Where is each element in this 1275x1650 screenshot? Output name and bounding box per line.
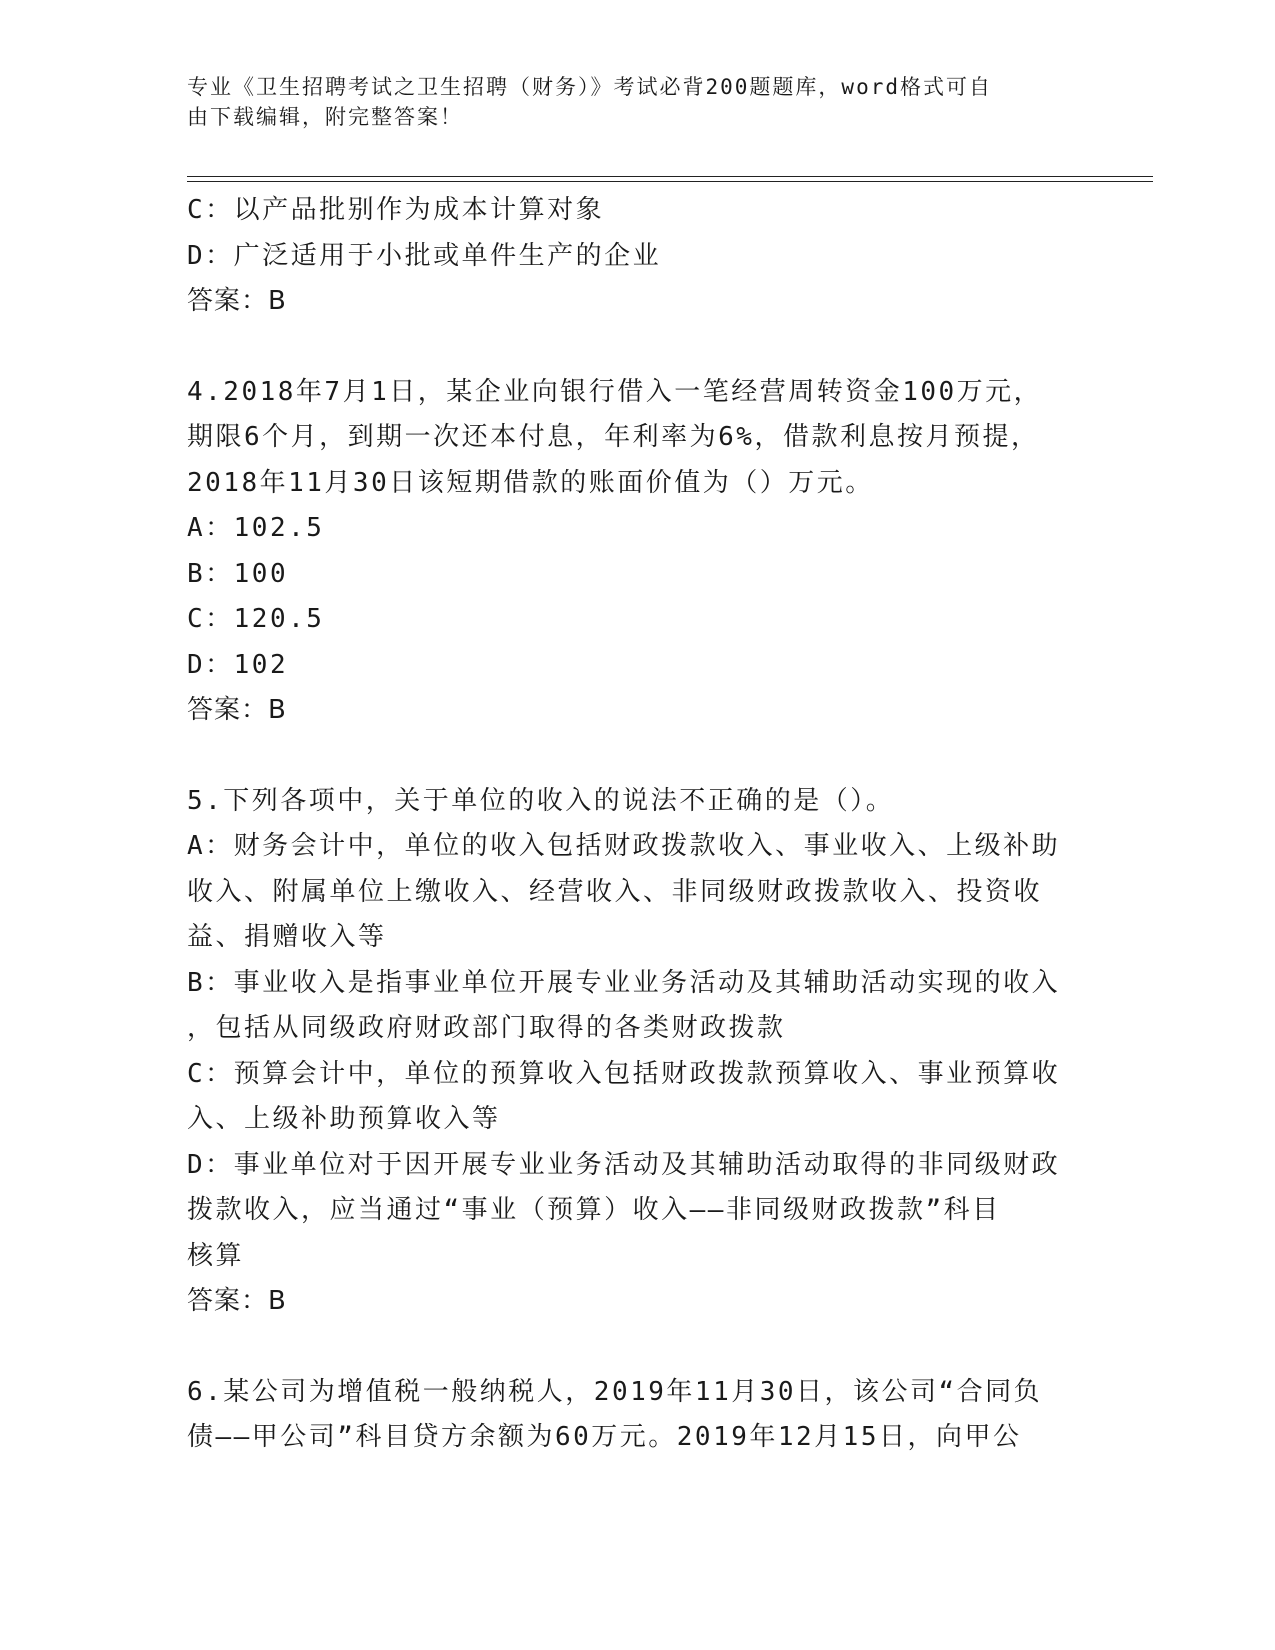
header-divider-top	[187, 176, 1153, 177]
question-3-tail	[187, 188, 1067, 325]
question-stem-line: 4.2018年7月1日，某企业向银行借入一笔经营周转资金100万元，	[187, 376, 1043, 407]
option-b: B：100	[187, 558, 289, 589]
question-4	[187, 370, 1067, 734]
option-c: C：以产品批别作为成本计算对象	[187, 195, 605, 225]
option-d-line: D：事业单位对于因开展专业业务活动及其辅助活动取得的非同级财政	[187, 1149, 1061, 1180]
option-d-line: 核算	[187, 1240, 245, 1271]
document-body	[187, 188, 1067, 1461]
document-header	[187, 72, 1067, 132]
header-line-2: 由下载编辑，附完整答案！	[187, 105, 463, 129]
header-divider-bottom	[187, 181, 1153, 182]
option-a-line: 收入、附属单位上缴收入、经营收入、非同级财政拨款收入、投资收	[187, 876, 1043, 907]
header-line-1: 专业《卫生招聘考试之卫生招聘（财务）》考试必背200题题库，word格式可自	[187, 75, 992, 99]
question-stem-line: 2018年11月30日该短期借款的账面价值为（）万元。	[187, 467, 874, 498]
option-c-line: 入、上级补助预算收入等	[187, 1104, 501, 1134]
option-a: A：102.5	[187, 513, 325, 543]
question-5	[187, 779, 1067, 1325]
option-d: D：广泛适用于小批或单件生产的企业	[187, 240, 662, 271]
answer: 答案：B	[187, 1286, 287, 1316]
spacer	[187, 734, 1067, 779]
question-stem-line: 期限6个月，到期一次还本付息，年利率为6%，借款利息按月预提，	[187, 422, 1040, 452]
option-c-line: C：预算会计中，单位的预算收入包括财政拨款预算收入、事业预算收	[187, 1058, 1061, 1089]
option-a-line: A：财务会计中，单位的收入包括财政拨款收入、事业收入、上级补助	[187, 831, 1061, 861]
option-c: C：120.5	[187, 604, 325, 634]
option-b-line: ，包括从同级政府财政部门取得的各类财政拨款	[187, 1013, 786, 1043]
answer: 答案：B	[187, 286, 287, 316]
option-b-line: B：事业收入是指事业单位开展专业业务活动及其辅助活动实现的收入	[187, 967, 1061, 998]
question-stem: 5.下列各项中，关于单位的收入的说法不正确的是（）。	[187, 785, 895, 816]
option-a-line: 益、捐赠收入等	[187, 922, 387, 952]
question-6	[187, 1370, 1067, 1461]
option-d-line: 拨款收入，应当通过“事业（预算）收入——非同级财政拨款”科目	[187, 1195, 1001, 1225]
question-stem-line: 6.某公司为增值税一般纳税人，2019年11月30日，该公司“合同负	[187, 1376, 1043, 1407]
option-d: D：102	[187, 649, 289, 680]
spacer	[187, 1325, 1067, 1370]
spacer	[187, 325, 1067, 370]
question-stem-line: 债——甲公司”科目贷方余额为60万元。2019年12月15日，向甲公	[187, 1422, 1022, 1452]
answer: 答案：B	[187, 695, 287, 725]
